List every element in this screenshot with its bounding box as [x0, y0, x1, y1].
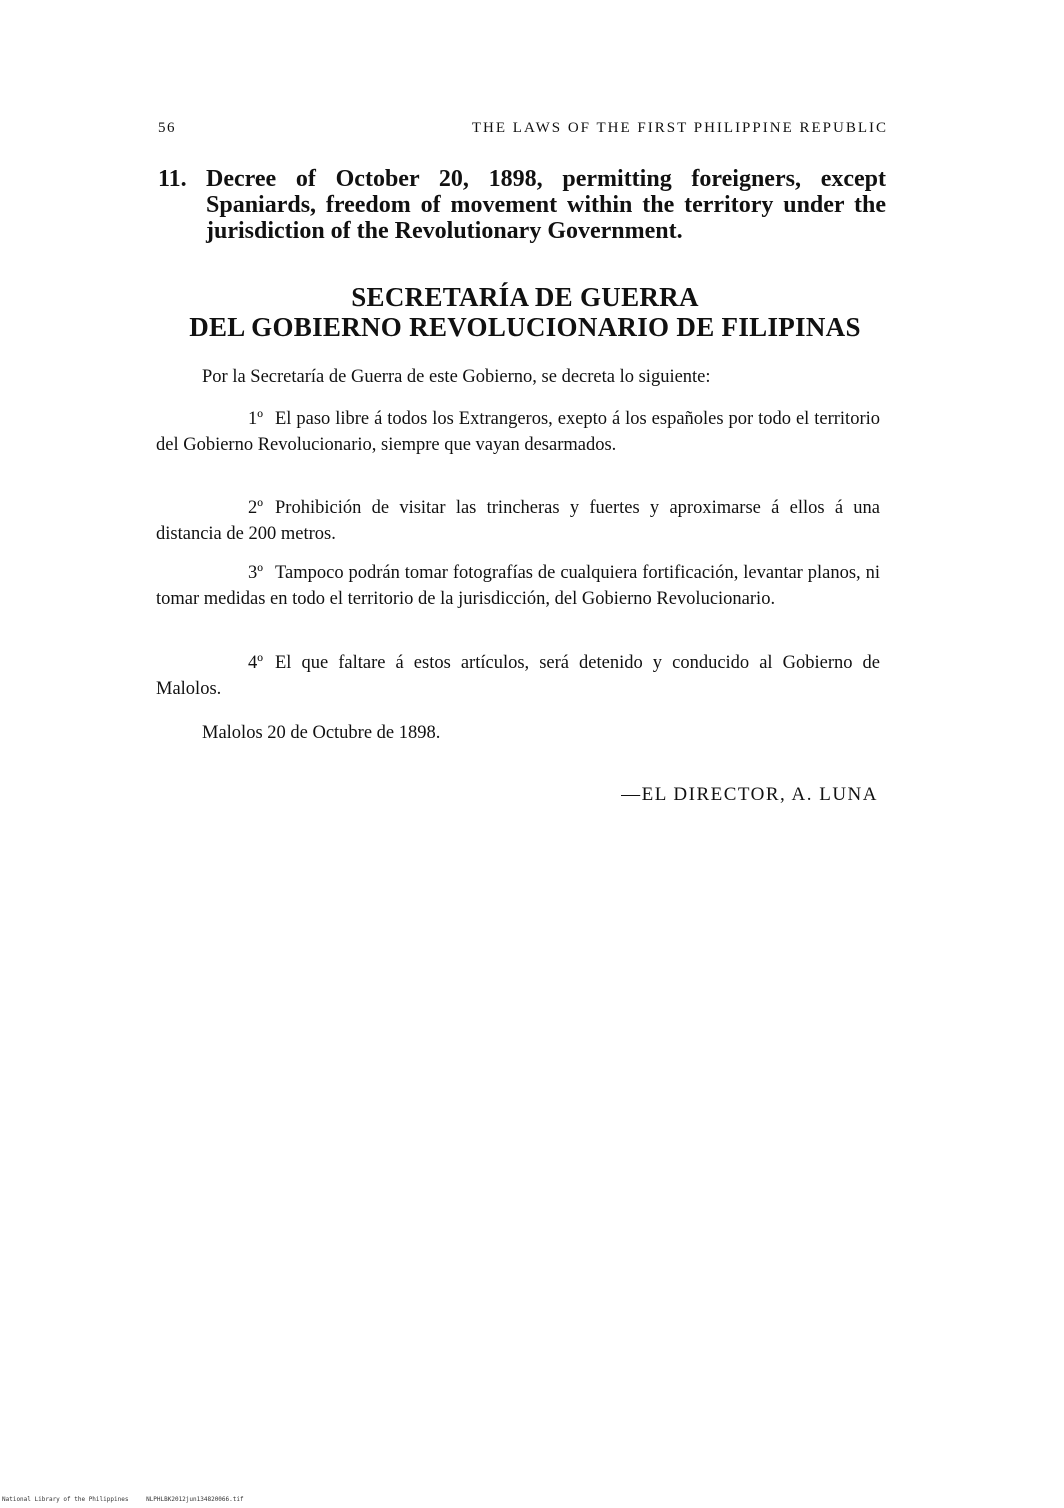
article-ordinal: 4º	[248, 653, 263, 673]
running-title: THE LAWS OF THE FIRST PHILIPPINE REPUBLIC	[471, 120, 888, 136]
article-1	[156, 406, 880, 458]
page-header	[158, 120, 888, 142]
article-text: El que faltare á estos artículos, será detenido y conducido al Gobierno de Malolos.	[156, 653, 880, 699]
article-text: Prohibición de visitar las trincheras y fuertes y aproximarse á ellos á una distancia de 200 metros.	[156, 498, 880, 544]
footer-library: National Library of the Philippines	[2, 1496, 129, 1503]
footer-file-id: NLPHLBK2012jun134820066.tif	[146, 1496, 244, 1503]
article-ordinal: 2º	[248, 498, 263, 518]
section-heading-line-1: SECRETARÍA DE GUERRA	[351, 282, 699, 312]
page-number: 56	[158, 120, 176, 136]
scan-footer	[2, 1496, 258, 1503]
section-heading-line-2: DEL GOBIERNO REVOLUCIONARIO DE FILIPINAS	[189, 312, 861, 342]
decree-number: 11.	[158, 166, 187, 192]
article-3	[156, 560, 880, 612]
decree-title	[158, 166, 886, 244]
article-text: Tampoco podrán tomar fotografías de cualquiera fortificación, levantar planos, ni tomar medidas en todo el territorio de la jurisdicción, del Gobierno Revolucionario.	[156, 563, 880, 609]
article-ordinal: 3º	[248, 563, 263, 583]
signature: —EL DIRECTOR, A. LUNA	[621, 784, 878, 805]
decree-title-text: Decree of October 20, 1898, permitting foreigners, except Spaniards, freedom of movement within the territory under the jurisdiction of the Revolutionary Government.	[206, 166, 886, 244]
article-2	[156, 495, 880, 547]
article-ordinal: 1º	[248, 409, 263, 429]
intro-paragraph: Por la Secretaría de Guerra de este Gobierno, se decreta lo siguiente:	[202, 367, 711, 387]
article-4	[156, 650, 880, 702]
place-date: Malolos 20 de Octubre de 1898.	[202, 723, 441, 743]
article-text: El paso libre á todos los Extrangeros, exepto á los españoles por todo el territorio del Gobierno Revolucionario, siempre que vayan desarmados.	[156, 409, 880, 455]
